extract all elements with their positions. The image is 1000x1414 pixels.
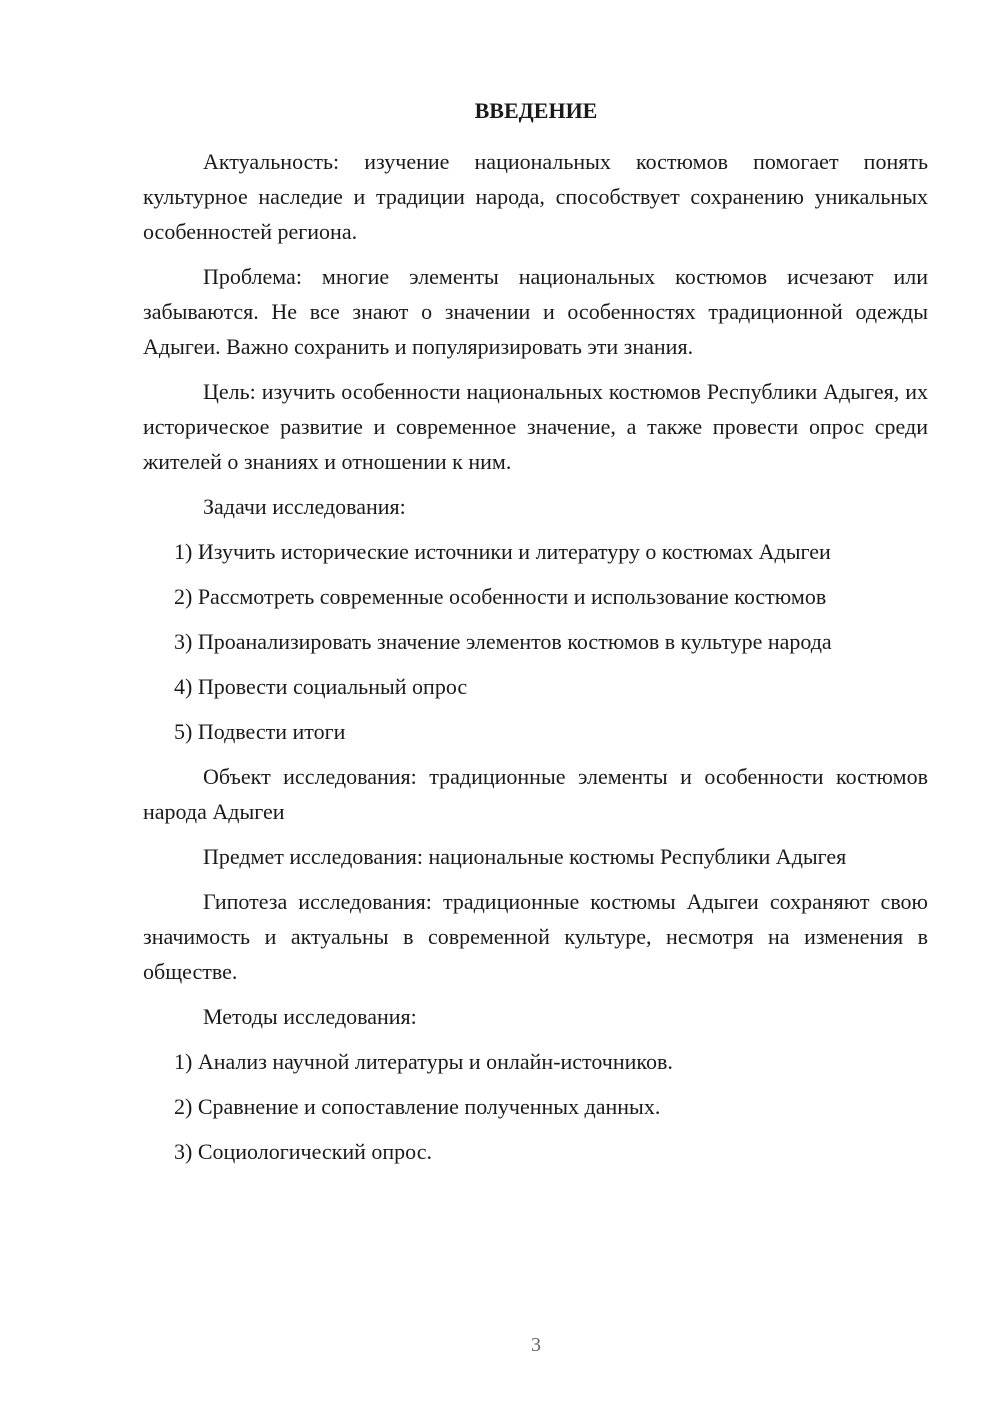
paragraph-object: Объект исследования: традиционные элементы и особенности костюмов народа Адыгеи bbox=[143, 764, 928, 824]
paragraph-subject: Предмет исследования: национальные костюмы Республики Адыгея bbox=[203, 844, 847, 869]
paragraph-relevance: Актуальность: изучение национальных костюмов помогает понять культурное наследие и традиции народа, способствует сохранению уникальных особенностей региона. bbox=[143, 149, 928, 244]
list-item-task-3: 3) Проанализировать значение элементов костюмов в культуре народа bbox=[174, 629, 832, 654]
list-item-task-1: 1) Изучить исторические источники и литературу о костюмах Адыгеи bbox=[174, 539, 831, 564]
list-item-method-1: 1) Анализ научной литературы и онлайн-источников. bbox=[174, 1049, 673, 1074]
section-heading: ВВЕДЕНИЕ bbox=[474, 98, 598, 123]
paragraph-hypothesis: Гипотеза исследования: традиционные костюмы Адыгеи сохраняют свою значимость и актуальны в современной культуре, несмотря на изменения в обществе. bbox=[143, 889, 928, 984]
paragraph-goal: Цель: изучить особенности национальных костюмов Республики Адыгея, их историческое развитие и современное значение, а также провести опрос среди жителей о знаниях и отношении к ним. bbox=[143, 379, 928, 474]
list-item-method-2: 2) Сравнение и сопоставление полученных данных. bbox=[174, 1094, 661, 1119]
paragraph-problem: Проблема: многие элементы национальных костюмов исчезают или забываются. Не все знают о значении и особенностях традиционной одежды Адыгеи. Важно сохранить и популяризировать эти знания. bbox=[143, 264, 928, 359]
paragraph-methods-heading: Методы исследования: bbox=[203, 1004, 417, 1029]
list-item-task-5: 5) Подвести итоги bbox=[174, 719, 346, 744]
list-item-task-2: 2) Рассмотреть современные особенности и использование костюмов bbox=[174, 584, 827, 609]
document-body bbox=[143, 144, 928, 1179]
paragraph-tasks-heading: Задачи исследования: bbox=[203, 494, 406, 519]
page-number: 3 bbox=[531, 1334, 541, 1356]
list-item-task-4: 4) Провести социальный опрос bbox=[174, 674, 468, 699]
list-item-method-3: 3) Социологический опрос. bbox=[174, 1139, 432, 1164]
